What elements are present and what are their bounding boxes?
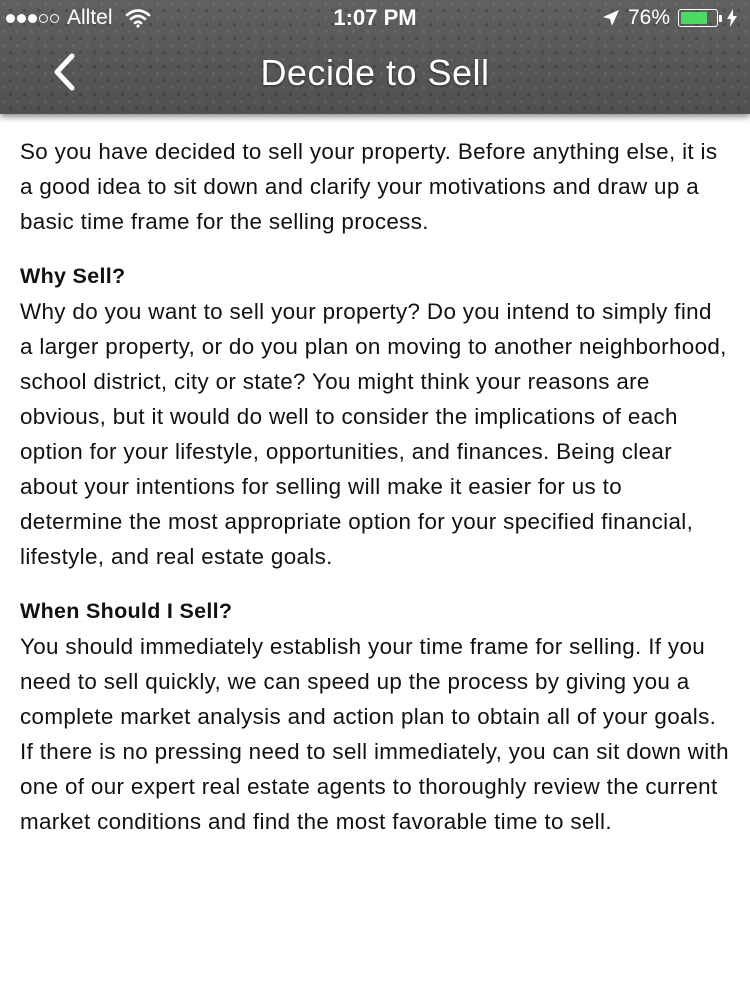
battery-icon [678,9,718,27]
location-arrow-icon [602,9,620,27]
section-heading-when-sell: When Should I Sell? [20,599,233,623]
navigation-bar [0,36,750,112]
page-title: Decide to Sell [260,52,490,93]
section-heading-why-sell: Why Sell? [20,264,126,288]
battery-tip [719,15,722,22]
status-time: 1:07 PM [333,5,417,30]
intro-paragraph: So you have decided to sell your property. Before anything else, it is a good idea to sit down and clarify your motivations and draw up a basic time frame for the selling process. [20,139,718,234]
status-bar [0,0,750,36]
charging-bolt-icon [726,9,738,27]
status-right [602,6,738,30]
section-body-why-sell: Why do you want to sell your property? Do you intend to simply find a larger property, or do you plan on moving to another neighborhood, school district, city or state? You might think your reasons are obvious, but it would do well to consider the implications of each option for your lifestyle, opportunities, and finances. Being clear about your intentions for selling will make it easier for us to determine the most appropriate option for your specified financial, lifestyle, and real estate goals. [20,299,727,569]
battery-fill [681,12,707,24]
battery-percent: 76% [627,6,670,29]
top-bar [0,0,750,114]
section-body-when-sell: You should immediately establish your time frame for selling. If you need to sell quickly, we can speed up the process by giving you a complete market analysis and action plan to obtain all of your goals. If there is no pressing need to sell immediately, you can sit down with one of our expert real estate agents to thoroughly review the current market conditions and find the most favorable time to sell. [20,634,729,834]
carrier-name: Alltel [67,6,113,29]
